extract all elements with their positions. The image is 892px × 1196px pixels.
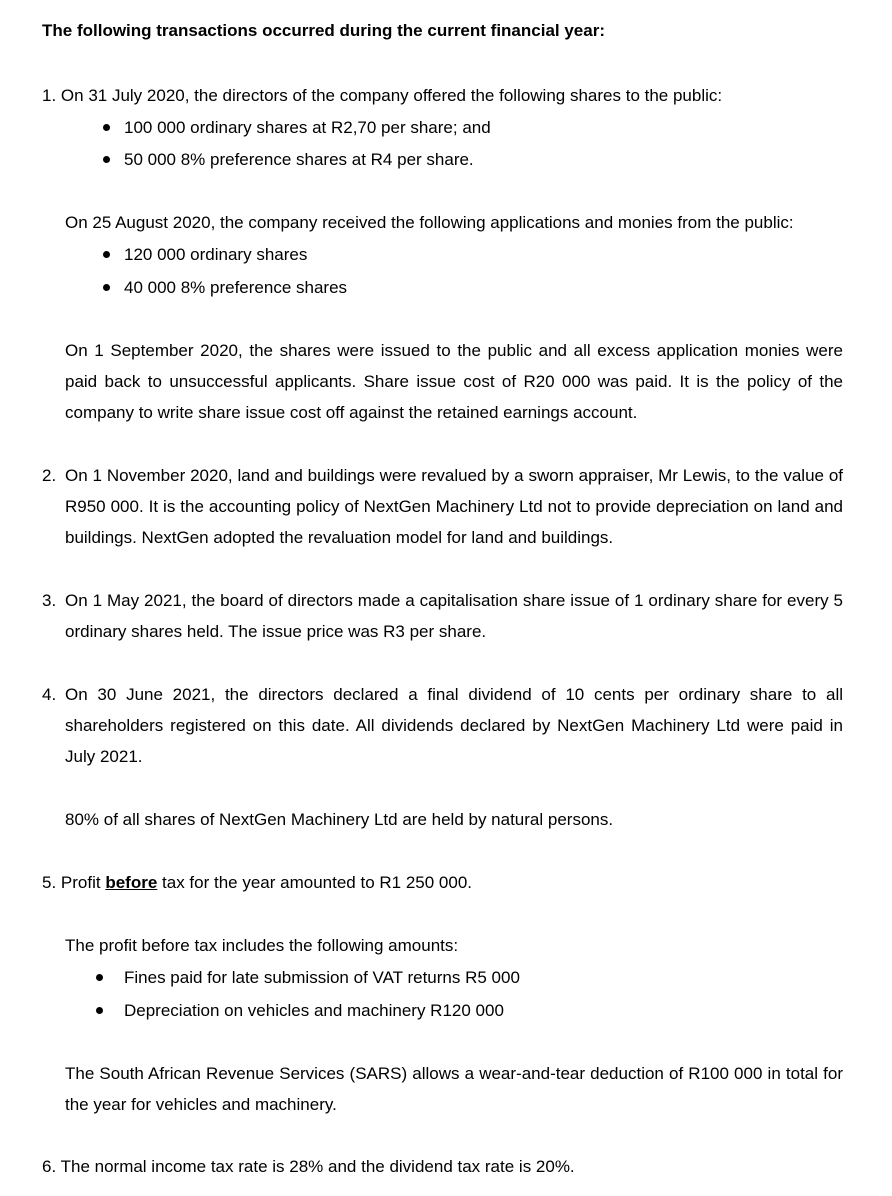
issue-paragraph: On 1 September 2020, the shares were issued to the public and all excess application monies were paid back to unsuccessful applicants. Share issue cost of R20 000 was paid. It is the policy of the company to write share issue cost off against the retained earnings account.: [65, 341, 843, 422]
offer-bullet-1: 100 000 ordinary shares at R2,70 per share; and: [124, 118, 491, 137]
item-5-text-after: tax for the year amounted to R1 250 000.: [157, 873, 472, 892]
includes-bullet-1: Fines paid for late submission of VAT returns R5 000: [124, 968, 520, 987]
item-1-intro: On 31 July 2020, the directors of the company offered the following shares to the public:: [60, 86, 723, 105]
item-3-number: 3.: [42, 591, 57, 610]
item-1: [42, 86, 722, 106]
item-3-text: On 1 May 2021, the board of directors made a capitalisation share issue of 1 ordinary share for every 5 ordinary shares held. The issue price was R3 per share.: [65, 591, 843, 641]
item-4-text: On 30 June 2021, the directors declared a final dividend of 10 cents per ordinary share to all shareholders registered on this date. All dividends declared by NextGen Machinery Ltd were paid in July 2021.: [65, 685, 843, 766]
document-heading: The following transactions occurred during the current financial year:: [42, 21, 605, 40]
item-6-text: The normal income tax rate is 28% and the dividend tax rate is 20%.: [60, 1157, 575, 1176]
item-4-note: 80% of all shares of NextGen Machinery Ltd are held by natural persons.: [65, 810, 614, 829]
includes-bullet-2: Depreciation on vehicles and machinery R120 000: [124, 1001, 504, 1020]
item-5-text-before: Profit: [60, 873, 106, 892]
includes-intro: The profit before tax includes the following amounts:: [65, 936, 459, 955]
applications-intro: On 25 August 2020, the company received the following applications and monies from the public:: [65, 213, 794, 232]
offer-bullet-2: 50 000 8% preference shares at R4 per share.: [124, 150, 474, 169]
item-5-number: 5.: [42, 873, 57, 892]
item-5: [42, 873, 472, 893]
bullet-icon: [103, 156, 110, 163]
item-2-text: On 1 November 2020, land and buildings were revalued by a sworn appraiser, Mr Lewis, to the value of R950 000. It is the accounting policy of NextGen Machinery Ltd not to provide depreciation on land and buildings. NextGen adopted the revaluation model for land and buildings.: [65, 466, 843, 547]
item-1-number: 1.: [42, 86, 57, 105]
item-2-number: 2.: [42, 466, 57, 485]
bullet-icon: [103, 284, 110, 291]
item-6-number: 6.: [42, 1157, 57, 1176]
sars-paragraph: The South African Revenue Services (SARS) allows a wear-and-tear deduction of R100 000 in total for the year for vehicles and machinery.: [65, 1064, 843, 1114]
application-bullet-2: 40 000 8% preference shares: [124, 278, 348, 297]
item-6: [42, 1157, 575, 1177]
item-4-number: 4.: [42, 685, 57, 704]
bullet-icon: [96, 1007, 103, 1014]
bullet-icon: [103, 124, 110, 131]
application-bullet-1: 120 000 ordinary shares: [124, 245, 308, 264]
item-5-emphasis: before: [105, 873, 158, 892]
bullet-icon: [103, 251, 110, 258]
bullet-icon: [96, 974, 103, 981]
